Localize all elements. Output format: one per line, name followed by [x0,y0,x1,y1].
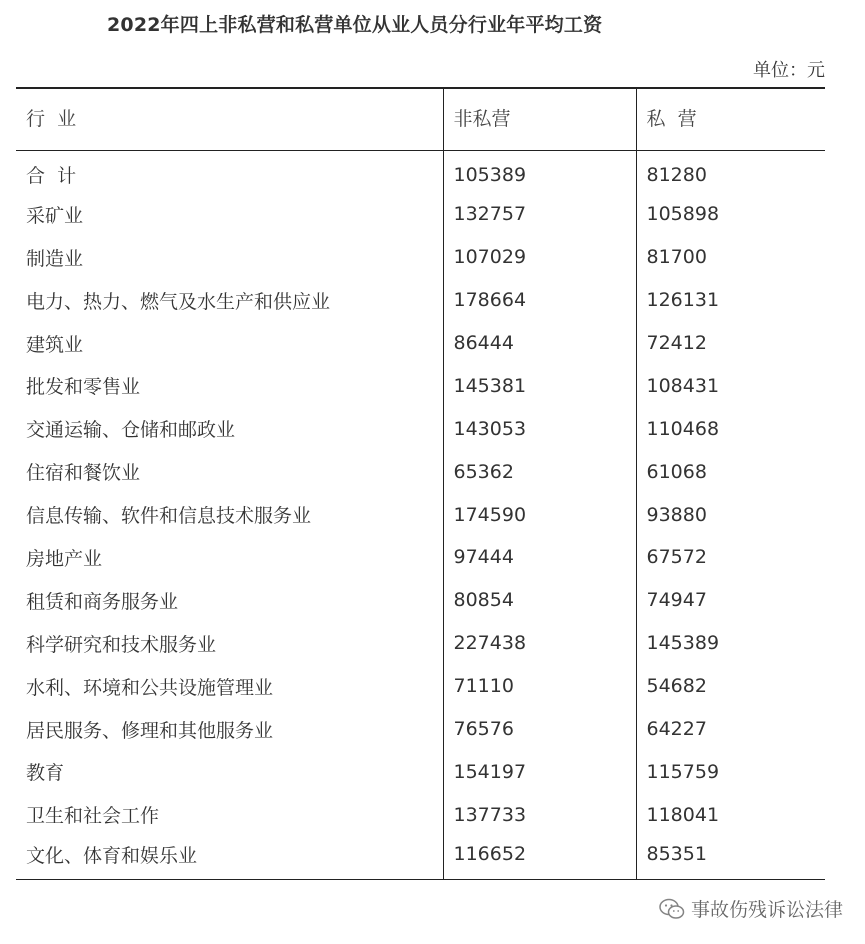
table-row [16,364,825,407]
cell-non-private: 86444 [443,322,636,365]
unit-label: 单位：元 [753,60,825,81]
cell-non-private: 107029 [443,236,636,279]
cell-industry: 卫生和社会工作 [26,805,160,828]
cell-non-private: 71110 [443,665,636,708]
cell-private: 72412 [636,322,825,365]
cell-industry: 交通运输、仓储和邮政业 [26,419,236,442]
cell-industry: 合 计 [26,165,77,188]
cell-private: 126131 [636,279,825,322]
table-row [16,236,825,279]
cell-non-private: 65362 [443,450,636,493]
table-row [16,836,825,879]
cell-industry: 制造业 [26,247,84,270]
wage-table [16,87,825,880]
cell-industry: 信息传输、软件和信息技术服务业 [26,505,312,528]
watermark [659,895,843,922]
cell-private: 64227 [636,708,825,751]
wage-table-container [16,87,825,880]
cell-non-private: 145381 [443,364,636,407]
table-header [16,88,825,150]
cell-industry: 批发和零售业 [26,376,141,399]
header-private: 私 营 [636,88,825,150]
table-row [16,493,825,536]
cell-non-private: 154197 [443,750,636,793]
cell-private: 67572 [636,536,825,579]
cell-private: 61068 [636,450,825,493]
table-row [16,536,825,579]
cell-industry: 住宿和餐饮业 [26,462,141,485]
cell-non-private: 132757 [443,193,636,236]
table-row [16,665,825,708]
table-row [16,750,825,793]
header-industry: 行 业 [26,107,77,130]
table-row [16,407,825,450]
table-row [16,322,825,365]
table-row [16,708,825,751]
cell-private: 105898 [636,193,825,236]
cell-private: 118041 [636,793,825,836]
cell-private: 145389 [636,622,825,665]
cell-non-private: 137733 [443,793,636,836]
table-body [16,150,825,879]
cell-industry: 居民服务、修理和其他服务业 [26,719,274,742]
cell-private: 74947 [636,579,825,622]
cell-industry: 建筑业 [26,333,84,356]
cell-industry: 采矿业 [26,204,84,227]
table-row [16,193,825,236]
cell-industry: 租赁和商务服务业 [26,590,179,613]
cell-industry: 教育 [26,762,65,785]
table-row [16,450,825,493]
cell-non-private: 80854 [443,579,636,622]
cell-private: 81700 [636,236,825,279]
cell-private: 93880 [636,493,825,536]
cell-non-private: 105389 [443,150,636,193]
cell-private: 85351 [636,836,825,879]
watermark-text: 事故伤残诉讼法律 [690,899,843,921]
cell-non-private: 227438 [443,622,636,665]
cell-private: 54682 [636,665,825,708]
cell-non-private: 97444 [443,536,636,579]
cell-non-private: 174590 [443,493,636,536]
table-header-row [16,88,825,150]
cell-non-private: 143053 [443,407,636,450]
cell-industry: 电力、热力、燃气及水生产和供应业 [26,290,331,313]
page-title: 2022年四上非私营和私营单位从业人员分行业年平均工资 [107,14,603,36]
cell-industry: 水利、环境和公共设施管理业 [26,676,274,699]
cell-private: 81280 [636,150,825,193]
table-row [16,150,825,193]
cell-non-private: 116652 [443,836,636,879]
cell-private: 108431 [636,364,825,407]
table-row [16,579,825,622]
cell-industry: 科学研究和技术服务业 [26,633,217,656]
cell-private: 110468 [636,407,825,450]
table-row [16,793,825,836]
cell-non-private: 178664 [443,279,636,322]
header-non-private: 非私营 [443,88,636,150]
cell-private: 115759 [636,750,825,793]
cell-industry: 文化、体育和娱乐业 [26,844,198,867]
cell-non-private: 76576 [443,708,636,751]
table-row [16,279,825,322]
table-row [16,622,825,665]
cell-industry: 房地产业 [26,547,103,570]
wechat-icon [659,898,685,920]
